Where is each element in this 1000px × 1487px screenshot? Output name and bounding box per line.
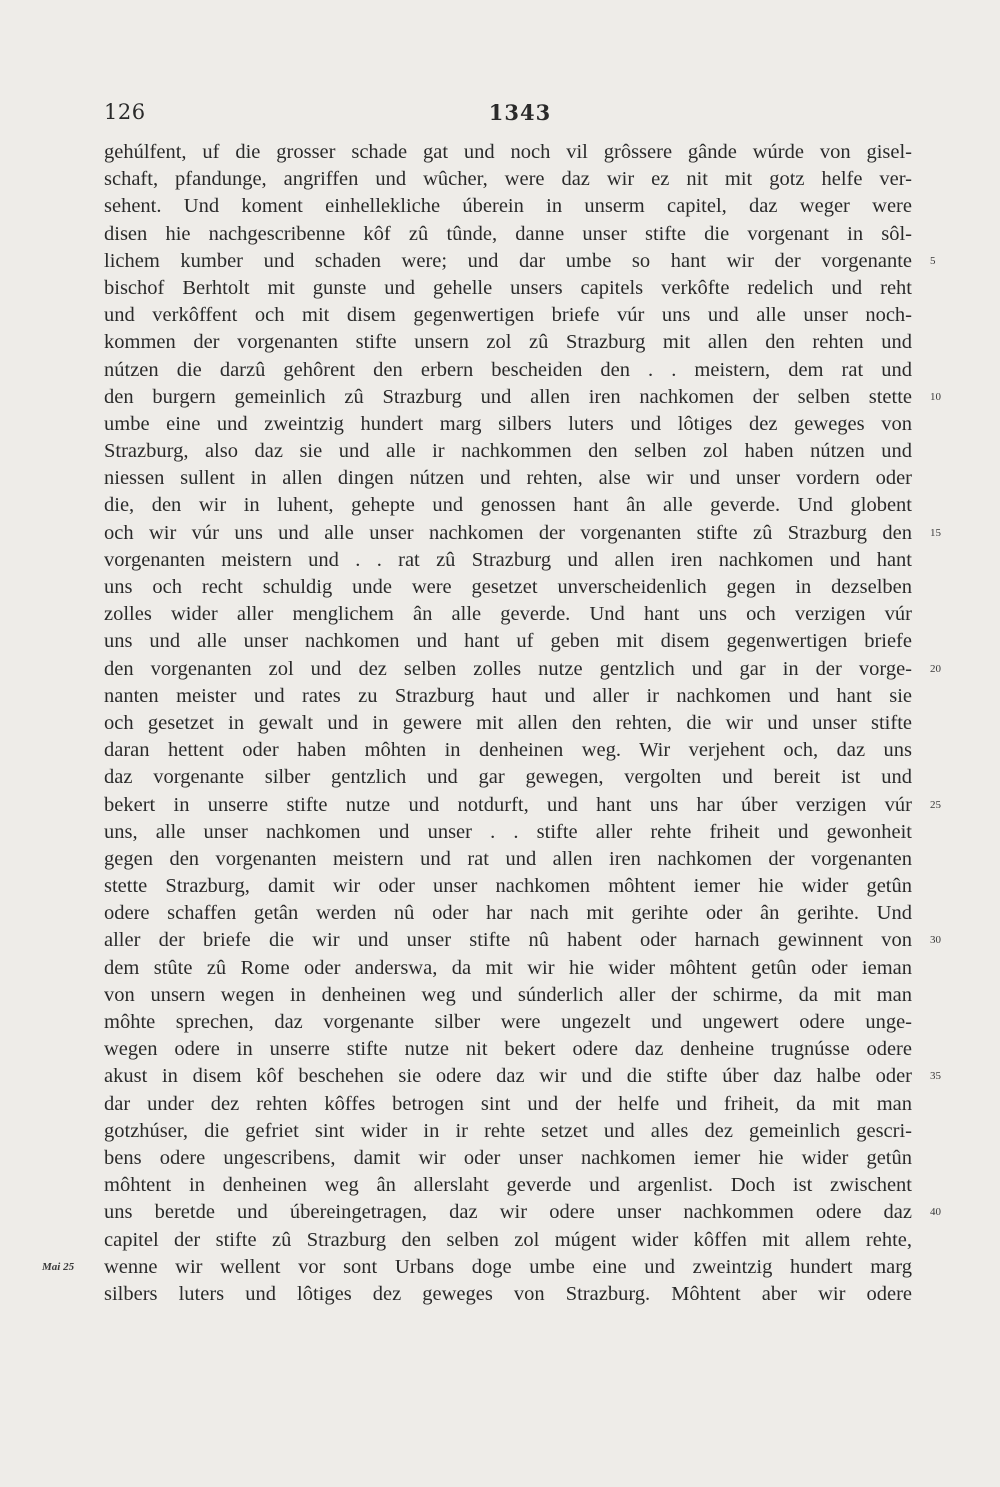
line-number: 10 — [930, 390, 941, 403]
text-line — [104, 656, 941, 683]
line-number: 30 — [930, 934, 941, 947]
text-line — [104, 1118, 912, 1145]
line-text: niessen sullent in allen dingen nútzen und rehten, alse wir und unser vordern oder — [104, 467, 912, 490]
line-text: schaft, pfandunge, angriffen und wûcher, were daz wir ez nit mit gotz helfe ver- — [104, 168, 912, 191]
text-line — [104, 628, 912, 655]
line-text: dem stûte zû Rome oder anderswa, da mit wir hie wider môhtent getûn oder ieman — [104, 956, 912, 979]
text-line — [104, 1063, 941, 1090]
text-line — [104, 465, 912, 492]
text-line — [104, 329, 912, 356]
text-line — [42, 1254, 912, 1281]
body-text — [42, 139, 941, 1308]
text-line — [104, 764, 912, 791]
text-line — [104, 1199, 941, 1226]
line-text: zolles wider aller menglichem ân alle geverde. Und hant uns och verzigen vúr — [104, 603, 912, 626]
line-text: och wir vúr uns und alle unser nachkomen der vorgenanten stifte zû Strazburg den — [104, 521, 912, 544]
line-text: dar under dez rehten kôffes betrogen sint und der helfe und friheit, da mit man — [104, 1092, 912, 1115]
text-line — [104, 547, 912, 574]
text-line — [104, 601, 912, 628]
text-line — [104, 574, 912, 601]
line-number: 20 — [930, 662, 941, 675]
line-number: 35 — [930, 1070, 941, 1083]
text-line — [104, 221, 912, 248]
line-text: nútzen die darzû gehôrent den erbern bescheiden den . . meistern, dem rat und — [104, 358, 912, 381]
line-text: disen hie nachgescribenne kôf zû tûnde, danne unser stifte die vorgenant in sôl- — [104, 222, 912, 245]
text-line — [104, 302, 912, 329]
line-text: und verkôffent och mit disem gegenwertigen briefe vúr uns und alle unser noch- — [104, 304, 912, 327]
line-text: bens odere ungescribens, damit wir oder unser nachkomen iemer hie wider getûn — [104, 1146, 912, 1169]
line-text: Strazburg, also daz sie und alle ir nachkommen den selben zol haben nútzen und — [104, 440, 912, 463]
line-text: uns, alle unser nachkomen und unser . . stifte aller rehte friheit und gewonheit — [104, 820, 912, 843]
line-text: die, den wir in luhent, gehepte und genossen hant ân alle geverde. Und globent — [104, 494, 912, 517]
line-text: nanten meister und rates zu Strazburg haut und aller ir nachkomen und hant sie — [104, 684, 912, 707]
text-line — [104, 411, 912, 438]
page-header — [104, 100, 912, 130]
line-text: sehent. Und koment einhellekliche úberein in unserm capitel, daz weger were — [104, 195, 912, 218]
line-text: den vorgenanten zol und dez selben zolles nutze gentzlich und gar in der vorge- — [104, 657, 912, 680]
line-text: silbers luters und lôtiges dez geweges von Strazburg. Môhtent aber wir odere — [104, 1282, 912, 1305]
text-line — [104, 819, 912, 846]
text-line — [104, 1009, 912, 1036]
page-number: 126 — [104, 100, 146, 124]
text-line — [104, 1036, 912, 1063]
text-line — [104, 982, 912, 1009]
line-text: gehúlfent, uf die grosser schade gat und noch vil grôssere gânde wúrde von gisel- — [104, 141, 912, 163]
line-text: gegen den vorgenanten meistern und rat und allen iren nachkomen der vorgenanten — [104, 847, 912, 870]
line-text: stette Strazburg, damit wir oder unser nachkomen môhtent iemer hie wider getûn — [104, 875, 912, 898]
line-text: och gesetzet in gewalt und in gewere mit allen den rehten, die wir und unser stifte — [104, 711, 912, 734]
text-line — [104, 248, 936, 275]
line-number: 5 — [930, 254, 936, 267]
text-line — [104, 1172, 912, 1199]
line-text: aller der briefe die wir und unser stifte nû habent oder harnach gewinnent von — [104, 929, 912, 952]
text-line — [104, 683, 912, 710]
line-text: uns och recht schuldig unde were gesetzet unverscheidenlich gegen in dezselben — [104, 576, 912, 598]
line-number: 15 — [930, 526, 941, 539]
text-line — [104, 520, 941, 547]
line-text: lichem kumber und schaden were; und dar umbe so hant wir der vorgenante — [104, 249, 912, 272]
line-text: gotzhúser, die gefriet sint wider in ir rehte setzet und alles dez gemeinlich gescri- — [104, 1119, 912, 1142]
line-text: akust in disem kôf beschehen sie odere daz wir und die stifte úber daz halbe oder — [104, 1065, 912, 1088]
line-text: umbe eine und zweintzig hundert marg silbers luters und lôtiges dez geweges von — [104, 412, 912, 435]
line-text: uns und alle unser nachkomen und hant uf geben mit disem gegenwertigen briefe — [104, 630, 912, 653]
text-line — [104, 900, 912, 927]
line-text: von unsern wegen in denheinen weg und súnderlich aller der schirme, da mit man — [104, 983, 912, 1006]
text-line — [104, 1145, 912, 1172]
text-line — [104, 1227, 912, 1254]
line-text: capitel der stifte zû Strazburg den selben zol múgent wider kôffen mit allem rehte, — [104, 1228, 912, 1251]
text-line — [104, 193, 912, 220]
line-text: môhtent in denheinen weg ân allerslaht geverde und argenlist. Doch ist zwischent — [104, 1174, 912, 1197]
line-text: wegen odere in unserre stifte nutze nit bekert odere daz denheine trugnússe odere — [104, 1038, 912, 1061]
line-text: daz vorgenante silber gentzlich und gar gewegen, vergolten und bereit ist und — [104, 766, 912, 789]
line-number: 40 — [930, 1206, 941, 1219]
text-line — [104, 1091, 912, 1118]
line-text: den burgern gemeinlich zû Strazburg und allen iren nachkomen der selben stette — [104, 385, 912, 408]
line-number: 25 — [930, 798, 941, 811]
text-line — [104, 846, 912, 873]
line-text: môhte sprechen, daz vorgenante silber were ungezelt und ungewert odere unge- — [104, 1011, 912, 1033]
line-text: bekert in unserre stifte nutze und notdurft, und hant uns har úber verzigen vúr — [104, 793, 912, 816]
text-line — [104, 1281, 912, 1308]
text-line — [104, 166, 912, 193]
margin-date-note: Mai 25 — [42, 1260, 75, 1273]
text-line — [104, 737, 912, 764]
text-line — [104, 873, 912, 900]
document-year-heading: 1343 — [488, 100, 552, 125]
text-line — [104, 438, 912, 465]
text-line — [104, 275, 912, 302]
line-text: vorgenanten meistern und . . rat zû Strazburg und allen iren nachkomen und hant — [104, 548, 912, 571]
text-line — [104, 792, 941, 819]
line-text: daran hettent oder haben môhten in denheinen weg. Wir verjehent och, daz uns — [104, 739, 912, 762]
text-line — [104, 927, 941, 954]
text-line — [104, 384, 941, 411]
line-text: odere schaffen getân werden nû oder har nach mit gerihte oder ân gerihte. Und — [104, 902, 912, 925]
line-text: uns beretde und úbereingetragen, daz wir odere unser nachkommen odere daz — [104, 1201, 912, 1224]
text-line — [104, 710, 912, 737]
line-text: wenne wir wellent vor sont Urbans doge umbe eine und zweintzig hundert marg — [104, 1255, 912, 1278]
line-text: bischof Berhtolt mit gunste und gehelle unsers capitels verkôfte redelich und reht — [104, 276, 912, 299]
text-line — [104, 139, 912, 166]
text-line — [104, 492, 912, 519]
text-line — [104, 955, 912, 982]
text-line — [104, 357, 912, 384]
line-text: kommen der vorgenanten stifte unsern zol zû Strazburg mit allen den rehten und — [104, 331, 912, 354]
